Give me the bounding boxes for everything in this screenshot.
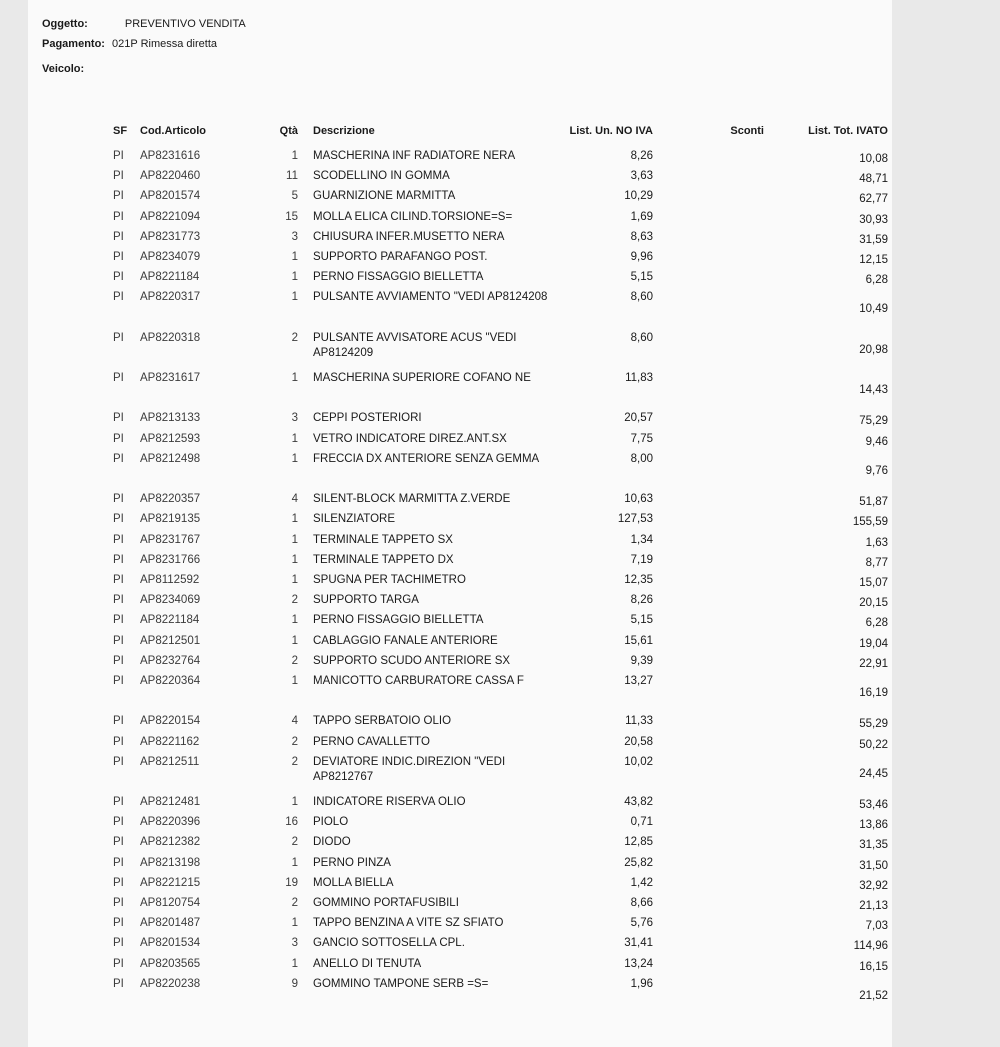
cell-qta: 3 [291, 937, 298, 950]
cell-list-un: 10,29 [624, 190, 653, 203]
cell-descrizione: PERNO FISSAGGIO BIELLETTA [313, 271, 484, 284]
cell-descrizione: SILENZIATORE [313, 513, 396, 526]
cell-list-un: 0,71 [630, 816, 653, 829]
cell-descrizione: FRECCIA DX ANTERIORE SENZA GEMMA [313, 452, 540, 465]
cell-cod-articolo: AP8220238 [140, 977, 201, 990]
cell-list-tot: 53,46 [859, 799, 888, 812]
cell-cod-articolo: AP8212481 [140, 796, 201, 809]
cell-qta: 9 [291, 977, 298, 990]
cell-sf: PI [113, 836, 124, 849]
cell-list-tot: 19,04 [859, 637, 888, 650]
table-row [0, 957, 1000, 977]
cell-cod-articolo: AP8201574 [140, 190, 201, 203]
cell-cod-articolo: AP8120754 [140, 897, 201, 910]
cell-qta: 1 [291, 957, 298, 970]
cell-sf: PI [113, 856, 124, 869]
cell-qta: 2 [291, 897, 298, 910]
table-row [0, 553, 1000, 573]
table-row [0, 452, 1000, 492]
table-row [0, 169, 1000, 189]
col-list-tot: List. Tot. IVATO [808, 125, 888, 137]
cell-descrizione: SILENT-BLOCK MARMITTA Z.VERDE [313, 493, 511, 506]
cell-qta: 3 [291, 230, 298, 243]
cell-descrizione: GOMMINO PORTAFUSIBILI [313, 897, 459, 910]
table-row [0, 149, 1000, 169]
cell-list-tot: 62,77 [859, 193, 888, 206]
table-row [0, 977, 1000, 1017]
cell-cod-articolo: AP8220460 [140, 170, 201, 183]
cell-sf: PI [113, 634, 124, 647]
cell-sf: PI [113, 150, 124, 162]
cell-qta: 1 [291, 291, 298, 304]
oggetto-label: Oggetto: [42, 18, 88, 30]
cell-sf: PI [113, 957, 124, 970]
cell-list-un: 8,26 [630, 594, 653, 607]
table-row [0, 290, 1000, 330]
cell-list-tot: 7,03 [865, 920, 888, 933]
cell-sf: PI [113, 715, 124, 728]
cell-list-un: 10,63 [624, 493, 653, 506]
cell-list-un: 1,34 [630, 533, 653, 546]
cell-sf: PI [113, 513, 124, 526]
cell-cod-articolo: AP8201534 [140, 937, 201, 950]
cell-qta: 1 [291, 634, 298, 647]
table-row [0, 714, 1000, 734]
cell-cod-articolo: AP8212501 [140, 634, 201, 647]
veicolo-row [42, 59, 246, 79]
cell-qta: 2 [291, 836, 298, 849]
cell-cod-articolo: AP8213198 [140, 856, 201, 869]
cell-list-tot: 13,86 [859, 819, 888, 832]
document-header [42, 14, 246, 79]
cell-list-un: 8,60 [630, 331, 653, 344]
cell-descrizione: GANCIO SOTTOSELLA CPL. [313, 937, 465, 950]
cell-list-tot: 30,93 [859, 213, 888, 226]
cell-cod-articolo: AP8220364 [140, 674, 201, 687]
cell-list-tot: 8,77 [865, 556, 888, 569]
cell-sf: PI [113, 230, 124, 243]
table-row [0, 593, 1000, 613]
table-row [0, 835, 1000, 855]
table-row [0, 371, 1000, 411]
cell-sf: PI [113, 735, 124, 748]
cell-list-tot: 31,59 [859, 233, 888, 246]
table-row [0, 795, 1000, 815]
cell-qta: 19 [285, 876, 298, 889]
cell-qta: 4 [291, 493, 298, 506]
cell-list-tot: 10,49 [859, 303, 888, 316]
table-row [0, 270, 1000, 290]
oggetto-value: PREVENTIVO VENDITA [124, 18, 246, 30]
cell-sf: PI [113, 553, 124, 566]
table-row [0, 634, 1000, 654]
cell-cod-articolo: AP8212498 [140, 452, 201, 465]
cell-sf: PI [113, 372, 124, 385]
cell-qta: 3 [291, 412, 298, 425]
cell-descrizione: TAPPO BENZINA A VITE SZ SFIATO [313, 917, 504, 930]
cell-qta: 2 [291, 594, 298, 607]
cell-list-un: 9,39 [630, 654, 653, 667]
cell-cod-articolo: AP8220357 [140, 493, 201, 506]
cell-qta: 11 [286, 170, 298, 183]
table-row [0, 533, 1000, 553]
cell-list-un: 25,82 [624, 856, 653, 869]
cell-cod-articolo: AP8212382 [140, 836, 201, 849]
table-row [0, 856, 1000, 876]
cell-descrizione: MANICOTTO CARBURATORE CASSA F [313, 674, 524, 687]
cell-list-tot: 6,28 [865, 274, 888, 287]
table-row [0, 674, 1000, 714]
cell-list-tot: 6,28 [865, 617, 888, 630]
cell-list-un: 13,24 [624, 957, 653, 970]
cell-qta: 1 [291, 574, 298, 586]
table-row [0, 735, 1000, 755]
cell-sf: PI [113, 574, 124, 586]
table-row [0, 492, 1000, 512]
cell-qta: 1 [291, 533, 298, 546]
table-row [0, 815, 1000, 835]
pagamento-label: Pagamento: [42, 38, 105, 50]
cell-cod-articolo: AP8231773 [140, 230, 201, 243]
table-body [0, 149, 1000, 1017]
cell-cod-articolo: AP8112592 [140, 574, 200, 586]
cell-list-tot: 12,15 [859, 253, 888, 266]
table-row [0, 755, 1000, 795]
cell-descrizione: MASCHERINA INF RADIATORE NERA [313, 150, 516, 162]
oggetto-row [42, 14, 246, 34]
cell-cod-articolo: AP8220396 [140, 816, 201, 829]
cell-list-un: 1,96 [630, 977, 653, 990]
table-row [0, 654, 1000, 674]
cell-list-un: 12,35 [624, 574, 653, 586]
cell-descrizione: CEPPI POSTERIORI [313, 412, 422, 425]
col-list-un: List. Un. NO IVA [569, 125, 653, 137]
table-row [0, 613, 1000, 633]
pagamento-value: 021P Rimessa diretta [112, 38, 217, 50]
cell-sf: PI [113, 876, 124, 889]
cell-list-un: 7,75 [630, 432, 653, 445]
cell-descrizione: MOLLA BIELLA [313, 876, 394, 889]
cell-cod-articolo: AP8234069 [140, 594, 201, 607]
cell-cod-articolo: AP8231616 [140, 150, 201, 162]
table-row [0, 936, 1000, 956]
cell-descrizione: SUPPORTO SCUDO ANTERIORE SX [313, 654, 511, 667]
cell-cod-articolo: AP8201487 [140, 917, 201, 930]
cell-cod-articolo: AP8231766 [140, 553, 201, 566]
col-sconti: Sconti [730, 125, 764, 137]
col-sf: SF [113, 125, 128, 137]
cell-descrizione: ANELLO DI TENUTA [313, 957, 422, 970]
cell-descrizione: MOLLA ELICA CILIND.TORSIONE=S= [313, 210, 513, 223]
cell-descrizione: SUPPORTO PARAFANGO POST. [313, 250, 488, 263]
col-descrizione: Descrizione [313, 125, 375, 137]
cell-list-tot: 55,29 [859, 718, 888, 731]
cell-list-tot: 16,15 [859, 960, 888, 973]
cell-qta: 5 [291, 190, 298, 203]
cell-qta: 16 [285, 816, 298, 829]
cell-qta: 1 [291, 513, 298, 526]
cell-sf: PI [113, 331, 124, 344]
cell-qta: 1 [291, 917, 298, 930]
table-row [0, 210, 1000, 230]
cell-descrizione: SPUGNA PER TACHIMETRO [313, 574, 466, 586]
table-row [0, 512, 1000, 532]
cell-list-tot: 9,46 [865, 435, 888, 448]
cell-cod-articolo: AP8232764 [140, 654, 201, 667]
cell-sf: PI [113, 533, 124, 546]
cell-descrizione: TERMINALE TAPPETO SX [313, 533, 453, 546]
cell-descrizione: CABLAGGIO FANALE ANTERIORE [313, 634, 498, 647]
cell-qta: 1 [291, 432, 298, 445]
cell-sf: PI [113, 755, 124, 768]
cell-sf: PI [113, 452, 124, 465]
cell-descrizione: PULSANTE AVVIAMENTO "VEDI AP8124208 [313, 291, 548, 304]
cell-list-un: 5,15 [630, 614, 653, 627]
cell-cod-articolo: AP8221162 [140, 735, 200, 748]
cell-descrizione: VETRO INDICATORE DIREZ.ANT.SX [313, 432, 507, 445]
cell-descrizione: PERNO PINZA [313, 856, 391, 869]
cell-qta: 1 [291, 372, 298, 385]
cell-qta: 1 [291, 150, 298, 162]
cell-list-tot: 20,15 [859, 597, 888, 610]
cell-list-tot: 24,45 [859, 767, 888, 780]
cell-sf: PI [113, 614, 124, 627]
cell-list-un: 11,33 [625, 715, 653, 728]
cell-sf: PI [113, 291, 124, 304]
cell-cod-articolo: AP8234079 [140, 250, 201, 263]
cell-sf: PI [113, 796, 124, 809]
veicolo-label: Veicolo: [42, 63, 85, 75]
table-row [0, 250, 1000, 270]
cell-list-tot: 20,98 [859, 343, 888, 356]
cell-cod-articolo: AP8212511 [140, 755, 200, 768]
cell-list-un: 5,15 [630, 271, 653, 284]
cell-qta: 2 [291, 654, 298, 667]
cell-descrizione: SCODELLINO IN GOMMA [313, 170, 450, 183]
cell-list-un: 7,19 [630, 553, 653, 566]
cell-sf: PI [113, 271, 124, 284]
cell-list-tot: 1,63 [865, 536, 888, 549]
cell-descrizione: PIOLO [313, 816, 349, 829]
cell-descrizione: DIODO [313, 836, 351, 849]
table-row [0, 411, 1000, 431]
cell-list-tot: 21,52 [859, 989, 888, 1002]
cell-qta: 1 [291, 553, 298, 566]
cell-sf: PI [113, 654, 124, 667]
cell-qta: 2 [291, 331, 298, 344]
cell-sf: PI [113, 412, 124, 425]
cell-cod-articolo: AP8221094 [140, 210, 201, 223]
cell-sf: PI [113, 937, 124, 950]
cell-sf: PI [113, 594, 124, 607]
cell-descrizione: INDICATORE RISERVA OLIO [313, 796, 466, 809]
cell-qta: 2 [291, 755, 298, 768]
cell-list-un: 43,82 [624, 796, 653, 809]
table-row [0, 331, 1000, 371]
cell-list-un: 20,58 [624, 735, 653, 748]
cell-list-un: 11,83 [625, 372, 653, 385]
cell-descrizione: PERNO FISSAGGIO BIELLETTA [313, 614, 484, 627]
cell-list-un: 8,60 [630, 291, 653, 304]
table-row [0, 896, 1000, 916]
cell-list-un: 3,63 [630, 170, 653, 183]
cell-cod-articolo: AP8220154 [140, 715, 201, 728]
cell-list-tot: 21,13 [859, 900, 888, 913]
table-row [0, 573, 1000, 593]
cell-cod-articolo: AP8231617 [140, 372, 201, 385]
cell-list-tot: 15,07 [859, 577, 888, 589]
cell-qta: 4 [291, 715, 298, 728]
cell-cod-articolo: AP8221215 [140, 876, 201, 889]
cell-cod-articolo: AP8220317 [140, 291, 201, 304]
cell-qta: 1 [291, 674, 298, 687]
cell-qta: 15 [285, 210, 298, 223]
cell-qta: 1 [291, 452, 298, 465]
cell-cod-articolo: AP8231767 [140, 533, 201, 546]
cell-list-un: 1,69 [630, 210, 653, 223]
cell-cod-articolo: AP8221184 [140, 614, 200, 627]
cell-list-tot: 32,92 [859, 879, 888, 892]
cell-cod-articolo: AP8220318 [140, 331, 201, 344]
cell-list-tot: 114,96 [853, 940, 888, 953]
cell-list-un: 10,02 [624, 755, 653, 768]
cell-sf: PI [113, 190, 124, 203]
cell-list-un: 8,63 [630, 230, 653, 243]
cell-list-un: 8,00 [630, 452, 653, 465]
cell-descrizione: TERMINALE TAPPETO DX [313, 553, 454, 566]
cell-sf: PI [113, 917, 124, 930]
cell-sf: PI [113, 170, 124, 183]
table-row [0, 876, 1000, 896]
cell-list-tot: 48,71 [859, 173, 888, 186]
cell-list-tot: 16,19 [859, 686, 888, 699]
col-qta: Qtà [279, 125, 298, 137]
cell-list-un: 1,42 [630, 876, 653, 889]
table-row [0, 916, 1000, 936]
cell-list-tot: 75,29 [859, 415, 888, 428]
table-row [0, 230, 1000, 250]
cell-descrizione: CHIUSURA INFER.MUSETTO NERA [313, 230, 505, 243]
cell-list-un: 127,53 [617, 513, 653, 526]
table-row [0, 189, 1000, 209]
cell-cod-articolo: AP8203565 [140, 957, 201, 970]
cell-sf: PI [113, 897, 124, 910]
cell-list-tot: 31,50 [859, 859, 888, 872]
cell-cod-articolo: AP8219135 [140, 513, 201, 526]
cell-list-tot: 14,43 [859, 384, 888, 397]
cell-descrizione: TAPPO SERBATOIO OLIO [313, 715, 452, 728]
cell-descrizione: DEVIATORE INDIC.DIREZION "VEDI AP8212767 [313, 755, 506, 783]
cell-sf: PI [113, 432, 124, 445]
cell-sf: PI [113, 210, 124, 223]
cell-list-tot: 50,22 [859, 738, 888, 751]
cell-list-un: 13,27 [624, 674, 653, 687]
cell-qta: 2 [291, 735, 298, 748]
cell-list-un: 15,61 [624, 634, 653, 647]
cell-list-tot: 10,08 [859, 153, 888, 165]
cell-list-tot: 9,76 [865, 464, 888, 477]
cell-sf: PI [113, 493, 124, 506]
cell-cod-articolo: AP8213133 [140, 412, 201, 425]
cell-list-un: 12,85 [624, 836, 653, 849]
cell-qta: 1 [291, 250, 298, 263]
cell-cod-articolo: AP8221184 [140, 271, 200, 284]
cell-cod-articolo: AP8212593 [140, 432, 201, 445]
cell-descrizione: GUARNIZIONE MARMITTA [313, 190, 456, 203]
cell-list-tot: 22,91 [859, 657, 888, 670]
cell-descrizione: GOMMINO TAMPONE SERB =S= [313, 977, 489, 990]
table-row [0, 432, 1000, 452]
col-cod-articolo: Cod.Articolo [140, 125, 206, 137]
cell-sf: PI [113, 977, 124, 990]
cell-list-tot: 155,59 [852, 516, 888, 529]
cell-descrizione: MASCHERINA SUPERIORE COFANO NE [313, 372, 531, 385]
cell-qta: 1 [291, 796, 298, 809]
cell-descrizione: PULSANTE AVVISATORE ACUS "VEDI AP8124209 [313, 331, 517, 359]
cell-list-un: 5,76 [630, 917, 653, 930]
cell-sf: PI [113, 816, 124, 829]
cell-list-tot: 51,87 [859, 496, 888, 509]
cell-list-un: 8,26 [630, 150, 653, 162]
table-header [0, 125, 1000, 143]
cell-qta: 1 [291, 614, 298, 627]
cell-sf: PI [113, 250, 124, 263]
cell-qta: 1 [291, 271, 298, 284]
cell-qta: 1 [291, 856, 298, 869]
cell-list-un: 8,66 [630, 897, 653, 910]
cell-descrizione: SUPPORTO TARGA [313, 594, 419, 607]
cell-descrizione: PERNO CAVALLETTO [313, 735, 430, 748]
pagamento-row [42, 34, 246, 54]
cell-list-un: 20,57 [624, 412, 653, 425]
cell-sf: PI [113, 674, 124, 687]
cell-list-un: 31,41 [624, 937, 653, 950]
cell-list-tot: 31,35 [859, 839, 888, 852]
cell-list-un: 9,96 [630, 250, 653, 263]
